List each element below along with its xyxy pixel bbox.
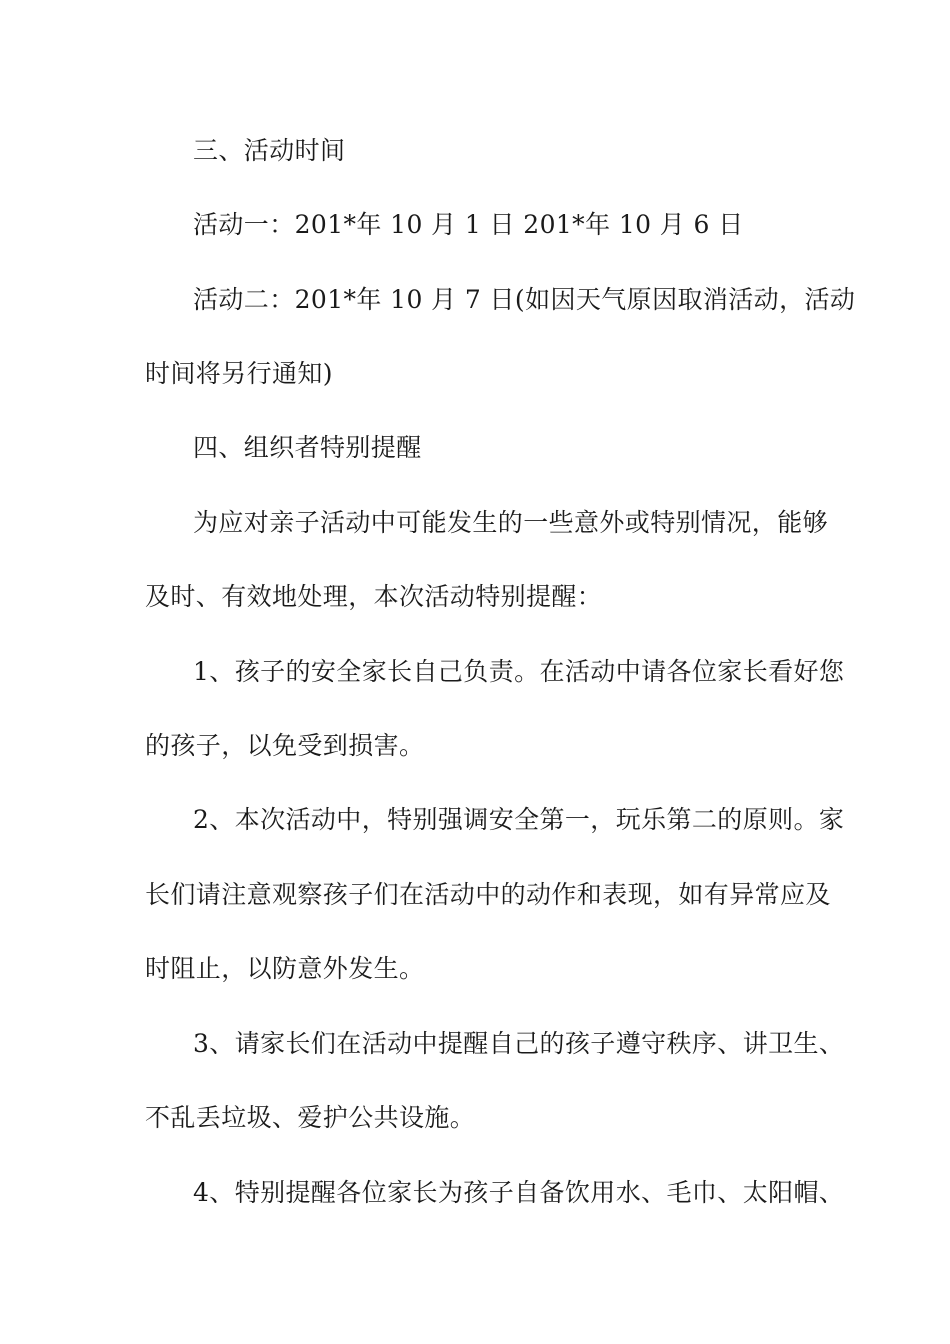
paragraph-line: 活动一：201*年 10 月 1 日 201*年 10 月 6 日 (193, 210, 744, 239)
list-item-1: 1、孩子的安全家长自己负责。在活动中请各位家长看好您 (193, 657, 845, 686)
list-item-2-continuation: 时阻止，以防意外发生。 (145, 954, 425, 983)
list-item-2-continuation: 长们请注意观察孩子们在活动中的动作和表现，如有异常应及 (145, 880, 831, 909)
list-item-3-continuation: 不乱丢垃圾、爱护公共设施。 (145, 1103, 476, 1132)
section-heading-activity-time: 三、活动时间 (193, 136, 346, 165)
paragraph-line: 及时、有效地处理，本次活动特别提醒： (145, 582, 603, 611)
paragraph-line: 时间将另行通知) (145, 359, 333, 388)
list-item-4: 4、特别提醒各位家长为孩子自备饮用水、毛巾、太阳帽、 (193, 1178, 845, 1207)
list-item-3: 3、请家长们在活动中提醒自己的孩子遵守秩序、讲卫生、 (193, 1029, 845, 1058)
list-item-1-continuation: 的孩子，以免受到损害。 (145, 731, 425, 760)
list-item-2: 2、本次活动中，特别强调安全第一，玩乐第二的原则。家 (193, 805, 845, 834)
paragraph-line: 为应对亲子活动中可能发生的一些意外或特别情况，能够 (193, 508, 829, 537)
paragraph-line: 活动二：201*年 10 月 7 日(如因天气原因取消活动，活动 (193, 285, 856, 314)
section-heading-organizer-reminder: 四、组织者特别提醒 (193, 433, 422, 462)
